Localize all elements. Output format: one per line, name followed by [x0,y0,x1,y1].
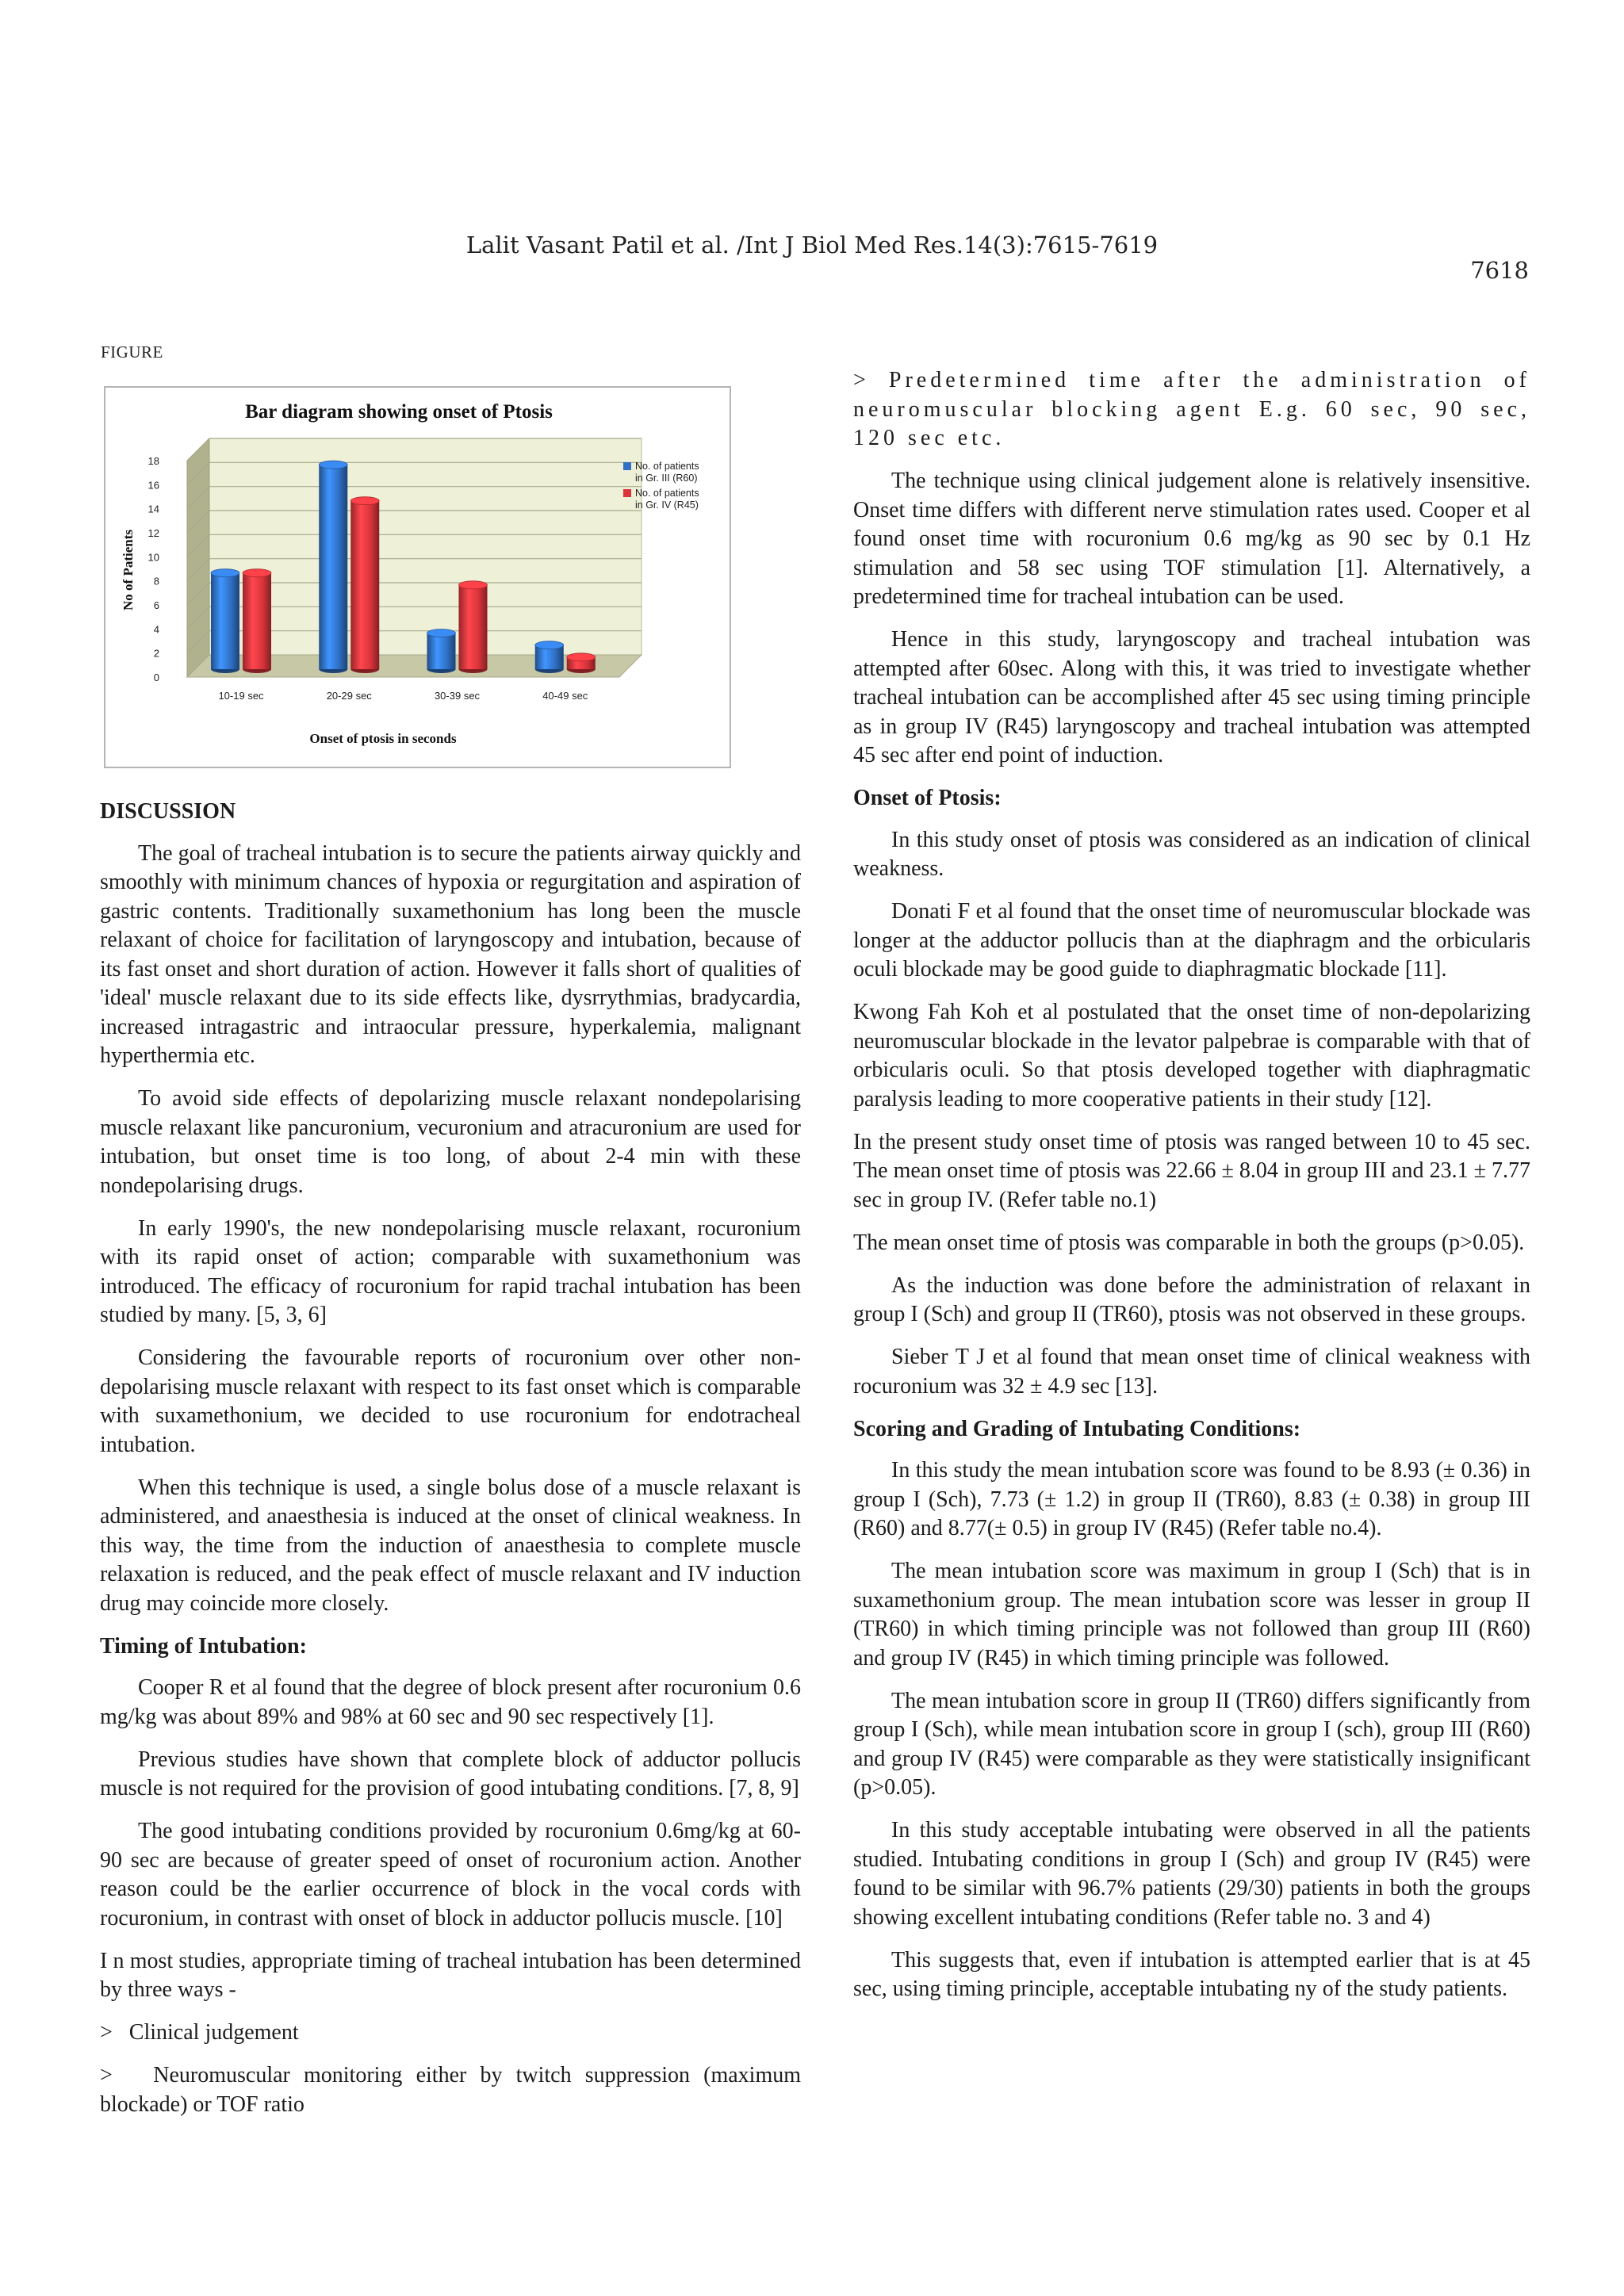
paragraph: The mean intubation score was maximum in group I (Sch) that is in suxamethonium group. The mean intubation score was lesser in group II (TR60) in which timing principle was not followed than group III (R60) and group IV (R45) in which timing principle was followed. [853,1559,1530,1670]
paragraph: Donati F et al found that the onset time of neuromuscular blockade was longer at the adductor pollucis than at the diaphragm and the orbicularis oculi blockade may be good guide to diaphragmatic blockade [11]. [853,899,1530,982]
legend-label: No. of patients [635,488,699,499]
legend-label: No. of patients [635,461,699,472]
y-tick-label: 18 [147,455,159,467]
chart-svg [105,388,730,767]
legend-swatch [623,462,631,470]
chart-back-wall [209,438,642,655]
legend-label: in Gr. III (R60) [635,473,698,484]
y-tick-label: 8 [153,575,159,587]
paragraph: Kwong Fah Koh et al postulated that the onset time of non-depolarizing neuromuscular blockade in the levator palpebrae is comparable with that of orbicularis oculi. So that ptosis developed together with diaphragmatic paralysis leading to more cooperative patients in their study [12]. [853,1000,1530,1112]
paragraph: Previous studies have shown that complete block of adductor pollucis muscle is not required for the provision of good intubating conditions. [7, 8, 9] [100,1747,801,1800]
discussion-heading: DISCUSSION [100,799,236,824]
x-tick-label: 40-49 sec [542,690,588,702]
y-tick-label: 0 [153,672,159,683]
bar-30-39sec-series2 [459,581,488,673]
page-number: 7618 [1470,257,1529,284]
paragraph: The good intubating conditions provided by rocuronium 0.6mg/kg at 60-90 sec are because of greater speed of onset of rocuronium action. Another reason could be the earlier occurrence of block in the vocal cords with rocuronium, in contrast with onset of block in adductor pollucis muscle. [10] [100,1819,801,1931]
legend-swatch [623,489,631,497]
y-tick-label: 10 [147,551,159,564]
paragraph: To avoid side effects of depolarizing muscle relaxant nondepolarising muscle relaxant like pancuronium, vecuronium and atracuronium are used for intubation, but onset time is too long, of about 2-4 min with these nondepolarising drugs. [100,1086,801,1198]
x-tick-label: 10-19 sec [218,690,264,702]
bar-40-49sec-series1 [535,641,564,673]
paragraph: The mean intubation score in group II (TR60) differs significantly from group I (Sch), while mean intubation score in group I (sch), group III (R60) and group IV (R45) were comparable as they were statistically insignificant (p>0.05). [853,1688,1530,1800]
chart-title: Bar diagram showing onset of Ptosis [245,401,553,423]
scoring-heading: Scoring and Grading of Intubating Conditions: [853,1416,1301,1441]
y-tick-label: 2 [153,647,159,660]
paragraph: When this technique is used, a single bolus dose of a muscle relaxant is administered, and anaesthesia is induced at the onset of clinical weakness. In this way, the time from the induction of anaesthesia to complete muscle relaxation is reduced, and the peak effect of muscle relaxant and IV induction drug may coincide more closely. [100,1475,801,1616]
bar-40-49sec-series2 [567,653,596,673]
paragraph: The mean onset time of ptosis was comparable in both the groups (p>0.05). [853,1230,1525,1255]
paragraph: In early 1990's, the new nondepolarising muscle relaxant, rocuronium with its rapid onset of action; comparable with suxamethonium was introduced. The efficacy of rocuronium for rapid trachal intubation has been studied by many. [5, 3, 6] [100,1215,801,1327]
y-tick-label: 16 [147,479,159,492]
bullet-item: > Neuromuscular monitoring either by twitch suppression (maximum blockade) or TOF ratio [100,2063,801,2117]
paragraph: Sieber T J et al found that mean onset time of clinical weakness with rocuronium was 32 ± 4.9 sec [13]. [853,1345,1530,1399]
right-column [853,366,1530,2018]
bar-30-39sec-series1 [427,629,456,674]
paragraph: Hence in this study, laryngoscopy and tracheal intubation was attempted after 60sec. Along with this, it was tried to investigate whether tracheal intubation can be accomplished after 45 sec using timing principle as in group IV (R45) laryngoscopy and tracheal intubation was attempted 45 sec after end point of induction. [853,627,1530,767]
y-tick-label: 6 [153,599,159,611]
paragraph: This suggests that, even if intubation is attempted earlier that is at 45 sec, using timing principle, acceptable intubating ny of the study patients. [853,1947,1530,2001]
x-tick-label: 30-39 sec [434,690,481,702]
paragraph: In this study acceptable intubating were observed in all the patients studied. Intubating conditions in group I (Sch) and group IV (R45) were found to be similar with 96.7% patients (29/30) patients in both the groups showing excellent intubating conditions (Refer table no. 3 and 4) [853,1818,1530,1930]
x-tick-label: 20-29 sec [326,690,372,702]
running-header: Lalit Vasant Patil et al. /Int J Biol Med Res.14(3):7615-7619 [465,232,1159,258]
bullet-item: > Clinical judgement [100,2020,299,2045]
paragraph: Cooper R et al found that the degree of block present after rocuronium 0.6 mg/kg was about 89% and 98% at 60 sec and 90 sec respectively [1]. [100,1675,801,1729]
paragraph: Considering the favourable reports of rocuronium over other non-depolarising muscle relaxant with respect to its fast onset which is comparable with suxamethonium, we decided to use rocuronium for endotracheal intubation. [100,1345,801,1457]
y-tick-label: 14 [147,503,159,515]
paragraph: The technique using clinical judgement alone is relatively insensitive. Onset time differs with different nerve stimulation rates used. Cooper et al found onset time with rocuronium 0.6 mg/kg as 90 sec by 0.1 Hz stimulation and 58 sec using TOF stimulation [1]. Alternatively, a predetermined time for tracheal intubation can be used. [853,469,1530,609]
figure-label: FIGURE [101,342,163,362]
y-tick-label: 4 [153,623,159,636]
bar-20-29sec-series1 [319,461,347,673]
paragraph: In the present study onset time of ptosis was ranged between 10 to 45 sec. The mean onset time of ptosis was 22.66 ± 8.04 in group III and 23.1 ± 7.77 sec in group IV. (Refer table no.1) [853,1129,1530,1212]
bar-10-19sec-series1 [211,569,239,673]
ptosis-bar-chart [104,386,731,768]
legend-label: in Gr. IV (R45) [635,499,699,511]
paragraph: The goal of tracheal intubation is to secure the patients airway quickly and smoothly with minimum chances of hypoxia or regurgitation and aspiration of gastric contents. Traditionally suxamethonium has long been the muscle relaxant of choice for facilitation of laryngoscopy and intubation, because of its fast onset and short duration of action. However it falls short of qualities of 'ideal' muscle relaxant due to its side effects like, dysrrythmias, bradycardia, increased intragastric and intraocular pressure, hyperkalemia, malignant hyperthermia etc. [100,840,801,1068]
paragraph: I n most studies, appropriate timing of tracheal intubation has been determined by three ways - [100,1948,801,2002]
bullet-item: > Predetermined time after the administration of neuromuscular blocking agent E.g. 60 sec, 90 sec, 120 sec etc. [853,368,1530,450]
paragraph: In this study the mean intubation score was found to be 8.93 (± 0.36) in group I (Sch), 7.73 (± 1.2) in group II (TR60), 8.83 (± 0.38) in group III (R60) and 8.77(± 0.5) in group IV (R45) (Refer table no.4). [853,1458,1530,1540]
paragraph: In this study onset of ptosis was considered as an indication of clinical weakness. [853,827,1530,881]
y-axis-label: No of Patients [121,530,136,610]
y-tick-label: 12 [147,527,159,539]
x-axis-label: Onset of ptosis in seconds [309,731,457,746]
left-column [100,798,801,2133]
paragraph: As the induction was done before the administration of relaxant in group I (Sch) and group II (TR60), ptosis was not observed in these groups. [853,1272,1530,1326]
bar-20-29sec-series2 [350,497,379,673]
bar-10-19sec-series2 [243,569,271,673]
onset-heading: Onset of Ptosis: [853,786,1002,810]
timing-heading: Timing of Intubation: [100,1633,307,1659]
